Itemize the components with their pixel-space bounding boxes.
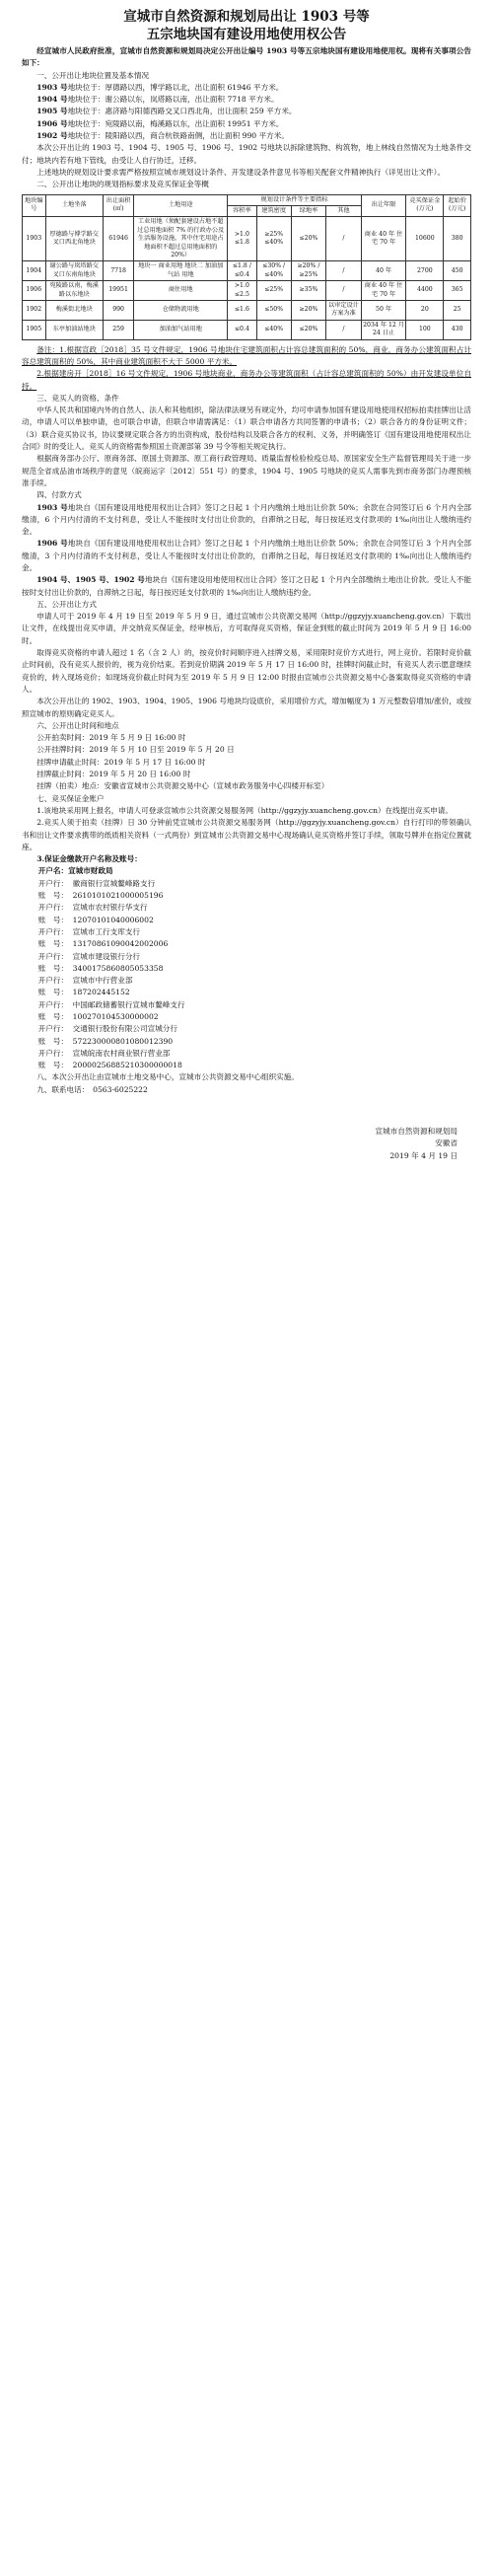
time-row: 公开拍卖时间：2019 年 5 月 9 日 16:00 时 [36,733,186,743]
reserve-price-paragraph: 本次公开出让的 1902、1903、1904、1905、1906 号地块均设底价，采用增价方式，增加幅度为 1 万元整数倍增加/涨价，或按照宣城市的原则确定竞买人。 [22,697,471,718]
payment-others: 1904 号、1905 号、1902 号地块自《国有建设用地使用权出让合同》签订之日起 1 个月内全部缴纳土地出让价款。受让人不能按时支付出让价款的，自滞纳之日起，每日按迟延支付款项的 1‰向出让人缴纳违约金。 [22,575,471,597]
cell-use: 加油加气站用地 [134,320,228,339]
cell-green: ≥35% [291,281,325,301]
list-item: 账 号： 20000256885210300000018 [37,1061,182,1070]
cell-other: / [326,320,362,339]
table-row [23,217,471,261]
account-number: 2610101021000005196 [72,891,164,901]
parcel-no: 1906 号 [36,118,68,128]
list-item: 开户行： 宣城皖南农村商业银行营业部 [37,1048,171,1058]
cell-deposit: 10600 [406,217,444,261]
bidding-procedure-paragraph: 取得竞买资格的申请人超过 1 名（含 2 人）的，按竞价时间顺序进入挂牌交易，采用限时竞价方式进行，网上竞价。若限时竞价截止时间前，没有竞买人报价的，视为竞价结束。若到竞价期满 2019 年 5 月 17 日 16:00 时，挂牌时间截止时，有竞买人表示愿意继续竞价的，转入现场竞价；如现场竞价截止时间为至 2019 年 5 月 9 日 12:00 时报由宣城市公共资源交易中心备案取得竞买资格的申请人。 [22,648,471,694]
signature-issuer: 宣城市自然资源和规划局 [375,1127,458,1137]
col-header-use: 土地用途 [134,194,228,217]
col-header-density: 建筑密度 [256,205,291,216]
bank-account-list [22,878,471,1072]
bank-name: 交通银行股份有限公司宣城分行 [72,1024,177,1034]
cell-start-price: 365 [444,281,471,301]
cell-location: 东亭加油站地块 [45,320,103,339]
cell-density: ≤30% / ≤40% [256,261,291,281]
cell-density: ≤25% [256,281,291,301]
cell-density: ≤40% [256,320,291,339]
cell-location: 宛陵路以南，梅溪路以东地块 [45,281,103,301]
col-header-term: 出让年限 [361,194,406,217]
list-item: 开户行： 中国邮政储蓄银行宣城市鳌峰支行 [37,999,185,1009]
col-header-green: 绿地率 [291,205,325,216]
list-item: 开户行： 宣城市农村银行华支行 [37,903,148,913]
account-number: 100270104530000002 [72,1011,159,1021]
col-header-other: 其他 [326,205,362,216]
time-row: 挂牌截止时间：2019 年 5 月 20 日 16:00 时 [36,770,191,779]
account-number: 12070101040006002 [72,915,154,924]
parcel-1902: 1902 号地块位于：陵阳路以西，商合杭铁路南侧，出让面积 990 平方米。 [36,131,289,141]
parcel-no: 1904 号 [36,95,68,105]
cell-term: 商业 40 年 住宅 70 年 [361,217,406,261]
account-number: 3400175860805053358 [72,963,164,973]
table-row [23,320,471,339]
list-item: 开户行： 交通银行股份有限公司宣城分行 [37,1024,177,1034]
section-4-title: 四、付款方式 [36,490,82,500]
payment-parcel-no: 1904 号、1905 号、1902 号 [36,575,145,585]
cell-other: 以审定设计方案为准 [326,301,362,321]
cell-green: ≥20% [291,301,325,321]
cell-far: >1.0 ≤1.8 [228,217,256,261]
col-header-location: 土地坐落 [45,194,103,217]
cell-no: 1906 [23,281,46,301]
cell-start-price: 380 [444,217,471,261]
cell-far: ≤0.4 [228,320,256,339]
bank-name: 中国邮政储蓄银行宣城市鳌峰支行 [72,999,185,1009]
time-row: 公开挂牌时间：2019 年 5 月 10 日至 2019 年 5 月 20 日 [36,745,235,755]
list-item: 账 号： 100270104530000002 [37,1011,159,1021]
deposit-account-title: 3.保证金缴款开户名称及账号： [36,854,142,864]
cell-area: 990 [103,301,133,321]
intro-paragraph: 经宣城市人民政府批准，宣城市自然资源和规划局决定公开出让编号 1903 号等五宗地块国有建设用地使用权。现将有关事项公告如下： [22,46,471,68]
onsite-confirmation-paragraph: 2.竞买人须于拍卖（挂牌）日 30 分钟前凭宣城市公共资源交易服务网（http://ggzyjy.xuancheng.gov.cn）自行打印的带领确认书和出让文件要求携带的纸质相关资料（一式两份）到宣城市公共资源交易中心现场确认竞买资格并签订手续，领取号牌并在指定位置就座。 [22,818,471,851]
commerce-requirement-paragraph: 根据商务部办公厅、原商务部、原国土资源部、原工商行政管理局、质量监督检验检疫总局、原国家安全生产监督管理局关于进一步规范全省成品油市场秩序的意见（皖商运字〔2012〕551 号）的要求，1904 号、1905 号地块的竞买人需事先到市商务部门办理预核准手续。 [22,454,471,487]
list-item: 账 号： 3400175860805053358 [37,963,164,973]
account-number: 187202445152 [72,988,130,997]
payment-parcel-no: 1906 号 [36,539,68,549]
bank-name: 宣城市工行支库支行 [72,926,141,936]
cell-green: ≥20% / ≥25% [291,261,325,281]
cell-density: ≥25% ≤40% [256,217,291,261]
cell-location: 厚德路与博学路交叉口西北角地块 [45,217,103,261]
bank-name: 宣城市农村银行华支行 [72,903,148,913]
cell-no: 1902 [23,301,46,321]
title-line-2: 五宗地块国有建设用地使用权公告 [146,27,347,42]
col-header-far: 容积率 [228,205,256,216]
account-number: 572230000801080012390 [72,1036,174,1046]
bank-name: 宣城市建设银行分行 [72,951,141,961]
signature-date: 2019 年 4 月 19 日 [389,1150,458,1160]
cell-use: 工业用地（须配套建设占地不超过总用地面积 7% 的行政办公及生活服务设施，其中住宅用途占地面积不超过总用地面积的 20%） [134,217,228,261]
parcel-indicator-table [22,194,471,340]
section-5-title: 五、公开出让方式 [36,599,97,609]
parcel-1904: 1904 号地块位于：谢公路以东，岚塔路以南，出让面积 7718 平方米。 [36,95,279,105]
cell-no: 1903 [23,217,46,261]
payment-1906: 1906 号地块自《国有建设用地使用权出让合同》签订之日起 1 个月内缴纳土地出让价款 50%；余款在合同签订后 3 个月内全部缴清，3 个月内付清的不支付利息，受让人不能按时支付出让价款的，自滞纳之日起，每日按延迟支付款项的 1‰向出让人缴纳违约金。 [22,539,471,572]
cell-deposit: 100 [406,320,444,339]
col-header-area: 出让面积(㎡) [103,194,133,217]
col-header-deposit: 竞买保证金(万元) [406,194,444,217]
table-row [23,301,471,321]
table-note-2: 2.根据建房开［2018］16 号文件规定，1906 号地块商业，商务办公等建筑面积（占计容总建筑面积的 50%）由开发建设单位自持。 [22,369,471,391]
section-3-title: 三、竞买人的资格、条件 [36,393,119,403]
cell-density: ≤50% [256,301,291,321]
cell-area: 259 [103,320,133,339]
list-item: 开户行： 宣城市建设银行分行 [37,951,141,961]
col-header-plan: 规划设计条件等主要指标 [228,194,362,205]
table-note-1: 备注：1.根据宣政［2018］35 号文件规定，1906 号地块住宅建筑面积占计容总建筑面积的 50%，商业，商务办公建筑面积占计容总建筑面积的 50%，其中商业建筑面积不大于 5000 平方米。 [22,344,471,366]
cell-other: / [326,261,362,281]
section-1-title: 一、公开出让地块位置及基本情况 [36,70,150,80]
account-number: 13170861090042002006 [72,939,169,949]
cell-deposit: 4400 [406,281,444,301]
cell-green: ≤20% [291,217,325,261]
payment-1903: 1903 号地块自《国有建设用地使用权出让合同》签订之日起 1 个月内缴纳土地出让价款 50%；余款在合同签订后 6 个月内全部缴清，6 个月内付清的不支付利息，受让人不能按时支付出让价款的，自滞纳之日起，每日按延迟支付款项的 1‰向出让人缴纳违约金。 [22,502,471,537]
cell-location: 梅溪街北地块 [45,301,103,321]
venue-paragraph: 挂牌（拍卖）地点：安徽省宣城市公共资源交易中心（宣城市政务服务中心四楼开标室） [36,781,329,791]
table-row [23,281,471,301]
cell-other: / [326,217,362,261]
parcel-no: 1903 号 [36,82,68,92]
bank-name: 宣城市中行营业部 [72,976,133,986]
list-item: 开户行： 徽商银行宣城鳌峰路支行 [37,878,156,888]
col-header-start-price: 起始价(万元) [444,194,471,217]
notice-page [0,0,493,1162]
cell-term: 50 年 [361,301,406,321]
cell-start-price: 25 [444,301,471,321]
table-row [23,261,471,281]
account-number: 20000256885210300000018 [72,1061,182,1070]
cell-start-price: 430 [444,320,471,339]
cell-area: 19951 [103,281,133,301]
cell-area: 7718 [103,261,133,281]
cell-location: 谢公路与岚塔路交叉口东南角地块 [45,261,103,281]
parcel-1903: 1903 号地块位于：厚德路以西，博学路以北，出让面积 61946 平方米。 [36,82,284,92]
list-item: 开户行： 宣城市中行营业部 [37,976,133,986]
cell-term: 40 年 [361,261,406,281]
cell-use: 仓储物流用地 [134,301,228,321]
section-7-title: 七、竞买保证金账户 [36,793,105,803]
parcel-1906: 1906 号地块位于：宛陵路以南，梅溪路以东，出让面积 19951 平方米。 [36,118,284,128]
cell-far: >1.0 ≤2.5 [228,281,256,301]
title-line-1: 宣城市自然资源和规划局出让 1903 号等 [123,9,370,25]
cell-term: 商业 40 年 住宅 70 年 [361,281,406,301]
cell-no: 1905 [23,320,46,339]
bidder-qualification-paragraph: 中华人民共和国境内外的自然人、法人和其他组织，除法律法规另有规定外，均可申请参加国有建设用地使用权招标拍卖挂牌出让活动，申请人可以单独申请，也可联合申请，但联合申请需满足：（1）联合申请各方共同签署的申请书；（2）联合各方的身份证明文件；（3）联合竞买协议书，协议要规定联合各方的出资构成，股份结构以及联合各方的权利、义务，并明确签订《国有建设用地使用权出让合同》时的受让人。竞买人的资格需参照国土资源部第 39 号令等相关规定执行。 [22,405,471,452]
bank-name: 宣城皖南农村商业银行营业部 [72,1048,171,1058]
cell-term: 2034 年 12 月 24 日止 [361,320,406,339]
cell-other: / [326,281,362,301]
list-item: 账 号： 2610101021000005196 [37,891,164,901]
list-item: 账 号： 187202445152 [37,988,130,997]
account-owner: 开户名：宣城市财政局 [37,866,113,876]
section-9-contact: 九、联系电话： 0563-6025222 [36,1084,148,1094]
cell-use: 地块一 商业用地 地块二 加油加气站 用地 [134,261,228,281]
online-registration-paragraph: 1.该地块采用网上报名，申请人可登录宣城市公共资源交易服务网（http://ggzyjy.xuancheng.gov.cn）在线提出竞买申请。 [36,805,453,815]
parcel-no: 1905 号 [36,107,68,116]
list-item: 账 号： 12070101040006002 [37,915,154,924]
signature-secondary: 安徽省 [435,1139,458,1148]
parcel-1905: 1905 号地块位于：惠济路与阳德西路交叉口西北角，出让面积 259 平方米。 [36,107,297,116]
cell-green: ≤20% [291,320,325,339]
notice-title [22,8,471,43]
cell-deposit: 20 [406,301,444,321]
time-row: 挂牌申请截止时间：2019 年 5 月 17 日 16:00 时 [36,757,206,767]
section-6-title: 六、公开出让时间和地点 [36,720,119,730]
cell-deposit: 2700 [406,261,444,281]
bank-name: 徽商银行宣城鳌峰路支行 [72,878,156,888]
cell-area: 61946 [103,217,133,261]
application-paragraph: 申请人可于 2019 年 4 月 19 日至 2019 年 5 月 9 日，通过宣城市公共资源交易网（http://ggzyjy.xuancheng.gov.cn）下载出让文件，在线提出竞买申请，并交纳竞买保证金，经审核后，方可取得竞买资格，保证金到账的截止时间为 2019 年 5 月 9 日 16:00 时。 [22,612,471,645]
cell-use: 商住用地 [134,281,228,301]
section-2-title: 二、公开出让地块的规划指标要求及竞买保证金等概 [36,180,209,189]
payment-parcel-no: 1903 号 [36,502,68,512]
list-item: 开户行： 宣城市工行支库支行 [37,926,141,936]
planning-paragraph: 上述地块的规划设计要求需严格按照宣城市规划设计条件、开发建设条件意见书等相关配套文件精神执行（详见出让文件）。 [36,167,446,177]
cell-start-price: 450 [444,261,471,281]
section-8: 八、本次公开出让由宣城市土地交易中心，宣城市公共资源交易中心组织实施。 [36,1072,299,1082]
cell-no: 1904 [23,261,46,281]
col-header-no: 地块编号 [23,194,46,217]
parcel-no: 1902 号 [36,131,68,141]
delivery-status-paragraph: 本次公开出让的 1903 号、1904 号、1905 号、1906 号、1902 号地块以拆除建筑物、构筑物，地上林线自然情况为土地条件交付；地块内若有地下管线，由受让人自行协迁，迁移。 [22,143,471,165]
cell-far: ≤1.6 [228,301,256,321]
cell-far: ≤1.8 / ≤0.4 [228,261,256,281]
list-item: 账 号： 572230000801080012390 [37,1036,174,1046]
list-item: 账 号： 13170861090042002006 [37,939,169,949]
